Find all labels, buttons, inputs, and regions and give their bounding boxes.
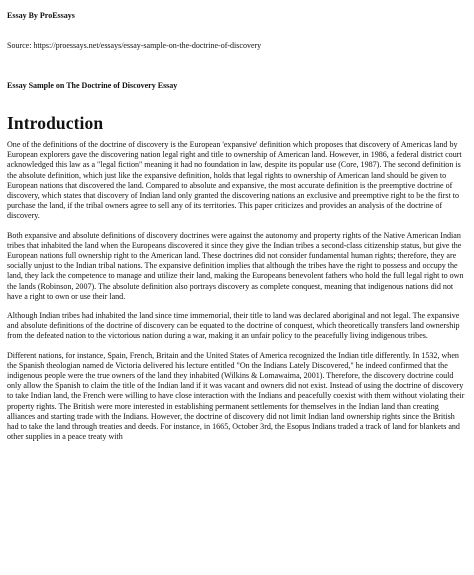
- paragraph: One of the definitions of the doctrine of discovery is the European 'expansive' definition which proposes that discovery of Americas land by European explorers gave the discovering nation legal right and title to ownership of American land. However, in 1986, a federal district court acknowledged this law as a "legal fiction" meaning it had no foundation in law, despite its popular use (Core, 1987). The second definition is the absolute definition, which just like the expansive definition, holds that legal rights to ownership of American land should be given to European nations that discovered the land. Compared to absolute and expansive, the most accurate definition is the preemptive doctrine of discovery, which states that discovery of Indian land only granted the discovering nations an exclusive and preemptive right to be the first to purchase the land, if the tribal owners agree to sell any of its territories. This paper criticizes and provides an analysis of the doctrine of discovery.: [7, 140, 462, 221]
- source-line: Source: https://proessays.net/essays/essay-sample-on-the-doctrine-of-discovery: [7, 41, 262, 50]
- essay-body: [7, 140, 467, 451]
- paragraph: Although Indian tribes had inhabited the land since time immemorial, their title to land was declared aboriginal and not legal. The expansive and absolute definitions of the doctrine of discovery can be equated to the doctrine of conquest, which theoretically transfers land ownership from the defeated nation to the victorious nation during a war, making it an unfair policy to the peacefully living indigenous tribes.: [7, 311, 460, 341]
- section-heading: Introduction: [7, 113, 104, 133]
- paragraph: Different nations, for instance, Spain, French, Britain and the United States of America recognized the Indian title differently. In 1532, when the Spanish theologian named de Victoria delivered his lecture entitled "On the Indians Lately Discovered," he indeed confirmed that the indigenous people were the true owners of the land they inhabited (Wilkins & Lomawaima, 2001). Therefore, the discovery doctrine could only allow the Spanish to claim the title of the Indian land if it was vacant and owners did not exist. Instead of using the doctrine of discovery to take Indian land, the French were willing to have close interaction with the Indians and peacefully coexist with them without violating their property rights. The British were more interested in establishing permanent settlements for themselves in the Indian land than creating alliances and starting trade with the Indians. However, the doctrine of discovery did not limit Indian land ownership rights since the British had to take the land through treaties and deeds. For instance, in 1665, October 3rd, the Esopus Indians traded a track of land for blankets and other supplies in a peace treaty with: [7, 350, 465, 442]
- essay-title: Essay Sample on The Doctrine of Discovery Essay: [7, 81, 178, 90]
- brand-title: Essay By ProEssays: [7, 11, 75, 20]
- paragraph: Both expansive and absolute definitions of discovery doctrines were against the autonomy and property rights of the Native American Indian tribes that inhabited the land when the Europeans discovered it since they give the Indian tribes a second-class citizenship status, but give the European nations full ownership right to the American land. These doctrines did not consider fundamental human rights; therefore, they are socially unjust to the Indian tribal nations. The expansive definition implies that although the tribes have the right to possess and occupy the land, they lack the competence to manage and utilize their land, making the Europeans benevolent fathers who hold the full legal right to own the lands (Robinson, 2007). The absolute definition also portrays discovery as complete conquest, meaning that indigenous nations did not have a right to own or use their land.: [7, 230, 464, 301]
